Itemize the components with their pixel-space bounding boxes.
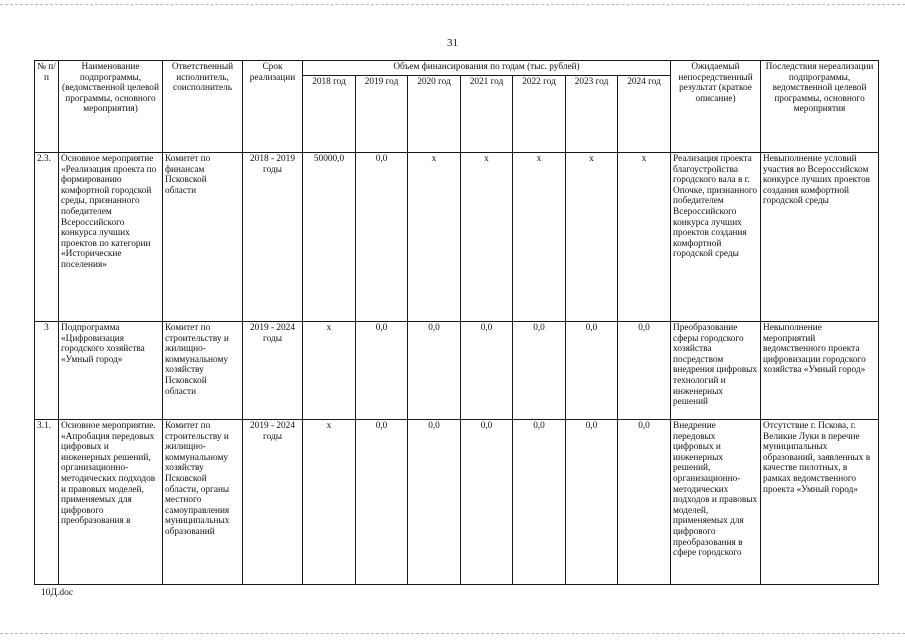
- row-period: 2019 - 2024 годы: [243, 420, 303, 585]
- row-executor: Комитет по строительству и жилищно-коммунальному хозяйству Псковской области, органы местного самоуправления муниципальных образований: [163, 420, 243, 585]
- header-expected: Ожидаемый непосредственный результат (краткое описание): [671, 61, 761, 153]
- row-value: 0,0: [408, 322, 461, 420]
- row-value: 0,0: [356, 420, 408, 585]
- row-expected: Внедрение передовых цифровых и инженерных решений, организационно-методических подходов и правовых моделей, применяемых для цифрового преобразования в сфере городского: [671, 420, 761, 585]
- row-value: 0,0: [513, 420, 566, 585]
- row-value: x: [408, 153, 461, 322]
- header-year: 2020 год: [408, 76, 461, 153]
- header-volume: Объем финансирования по годам (тыс. рублей): [303, 61, 671, 76]
- row-value: 50000,0: [303, 153, 356, 322]
- row-value: x: [461, 153, 513, 322]
- header-name: Наименование подпрограммы, (ведомственной целевой программы, основного мероприятия): [59, 61, 163, 153]
- footer-filename: 10Д.doc: [41, 588, 74, 598]
- row-value: 0,0: [513, 322, 566, 420]
- row-value: 0,0: [461, 322, 513, 420]
- row-value: 0,0: [461, 420, 513, 585]
- header-consequences: Последствия нереализации подпрограммы, ведомственной целевой программы, основного мероприятия: [761, 61, 879, 153]
- header-year: 2022 год: [513, 76, 566, 153]
- row-value: x: [618, 153, 671, 322]
- row-consequences: Невыполнение мероприятий ведомственного проекта цифровизации городского хозяйства «Умный город»: [761, 322, 879, 420]
- row-consequences: Отсутствие г. Пскова, г. Великие Луки в перечне муниципальных образований, заявленных в качестве пилотных, в рамках ведомственного проекта «Умный город»: [761, 420, 879, 585]
- row-period: 2019 - 2024 годы: [243, 322, 303, 420]
- row-value: 0,0: [356, 153, 408, 322]
- row-number: 3: [35, 322, 59, 420]
- row-value: 0,0: [566, 420, 618, 585]
- row-value: 0,0: [618, 322, 671, 420]
- scan-edge-bottom: [0, 633, 905, 634]
- row-executor: Комитет по строительству и жилищно-коммунальному хозяйству Псковской области: [163, 322, 243, 420]
- row-executor: Комитет по финансам Псковской области: [163, 153, 243, 322]
- header-year: 2018 год: [303, 76, 356, 153]
- row-value: x: [303, 322, 356, 420]
- header-period: Срок реализации: [243, 61, 303, 153]
- scan-edge-top: [0, 4, 905, 5]
- header-year: 2019 год: [356, 76, 408, 153]
- row-number: 3.1.: [35, 420, 59, 585]
- financing-table: [34, 60, 879, 585]
- row-name: Основное мероприятие «Реализация проекта по формированию комфортной городской среды, признанного победителем Всероссийского конкурса лучших проектов по категории «Исторические поселения»: [59, 153, 163, 322]
- table-row: [35, 322, 879, 420]
- row-value: 0,0: [408, 420, 461, 585]
- header-year: 2024 год: [618, 76, 671, 153]
- row-name: Подпрограмма «Цифровизация городского хозяйства «Умный город»: [59, 322, 163, 420]
- row-value: 0,0: [356, 322, 408, 420]
- page-number: 31: [447, 37, 458, 49]
- row-value: 0,0: [566, 322, 618, 420]
- row-consequences: Невыполнение условий участия во Всероссийском конкурсе лучших проектов создания комфортной городской среды: [761, 153, 879, 322]
- row-name: Основное мероприятие. «Апробация передовых цифровых и инженерных решений, организационно-методических подходов и правовых моделей, применяемых для цифрового преобразования в: [59, 420, 163, 585]
- row-value: x: [303, 420, 356, 585]
- header-row-1: [35, 61, 879, 76]
- row-expected: Преобразование сферы городского хозяйства посредством внедрения цифровых технологий и инженерных решений: [671, 322, 761, 420]
- table-row: [35, 153, 879, 322]
- row-value: x: [513, 153, 566, 322]
- header-year: 2023 год: [566, 76, 618, 153]
- row-period: 2018 - 2019 годы: [243, 153, 303, 322]
- header-executor: Ответственный исполнитель, соисполнитель: [163, 61, 243, 153]
- row-number: 2.3.: [35, 153, 59, 322]
- header-num: № п/п: [35, 61, 59, 153]
- row-expected: Реализация проекта благоустройства городского вала в г. Опочке, признанного победителем Всероссийского конкурса лучших проектов создания комфортной городской среды: [671, 153, 761, 322]
- row-value: 0,0: [618, 420, 671, 585]
- row-value: x: [566, 153, 618, 322]
- table-row: [35, 420, 879, 585]
- header-year: 2021 год: [461, 76, 513, 153]
